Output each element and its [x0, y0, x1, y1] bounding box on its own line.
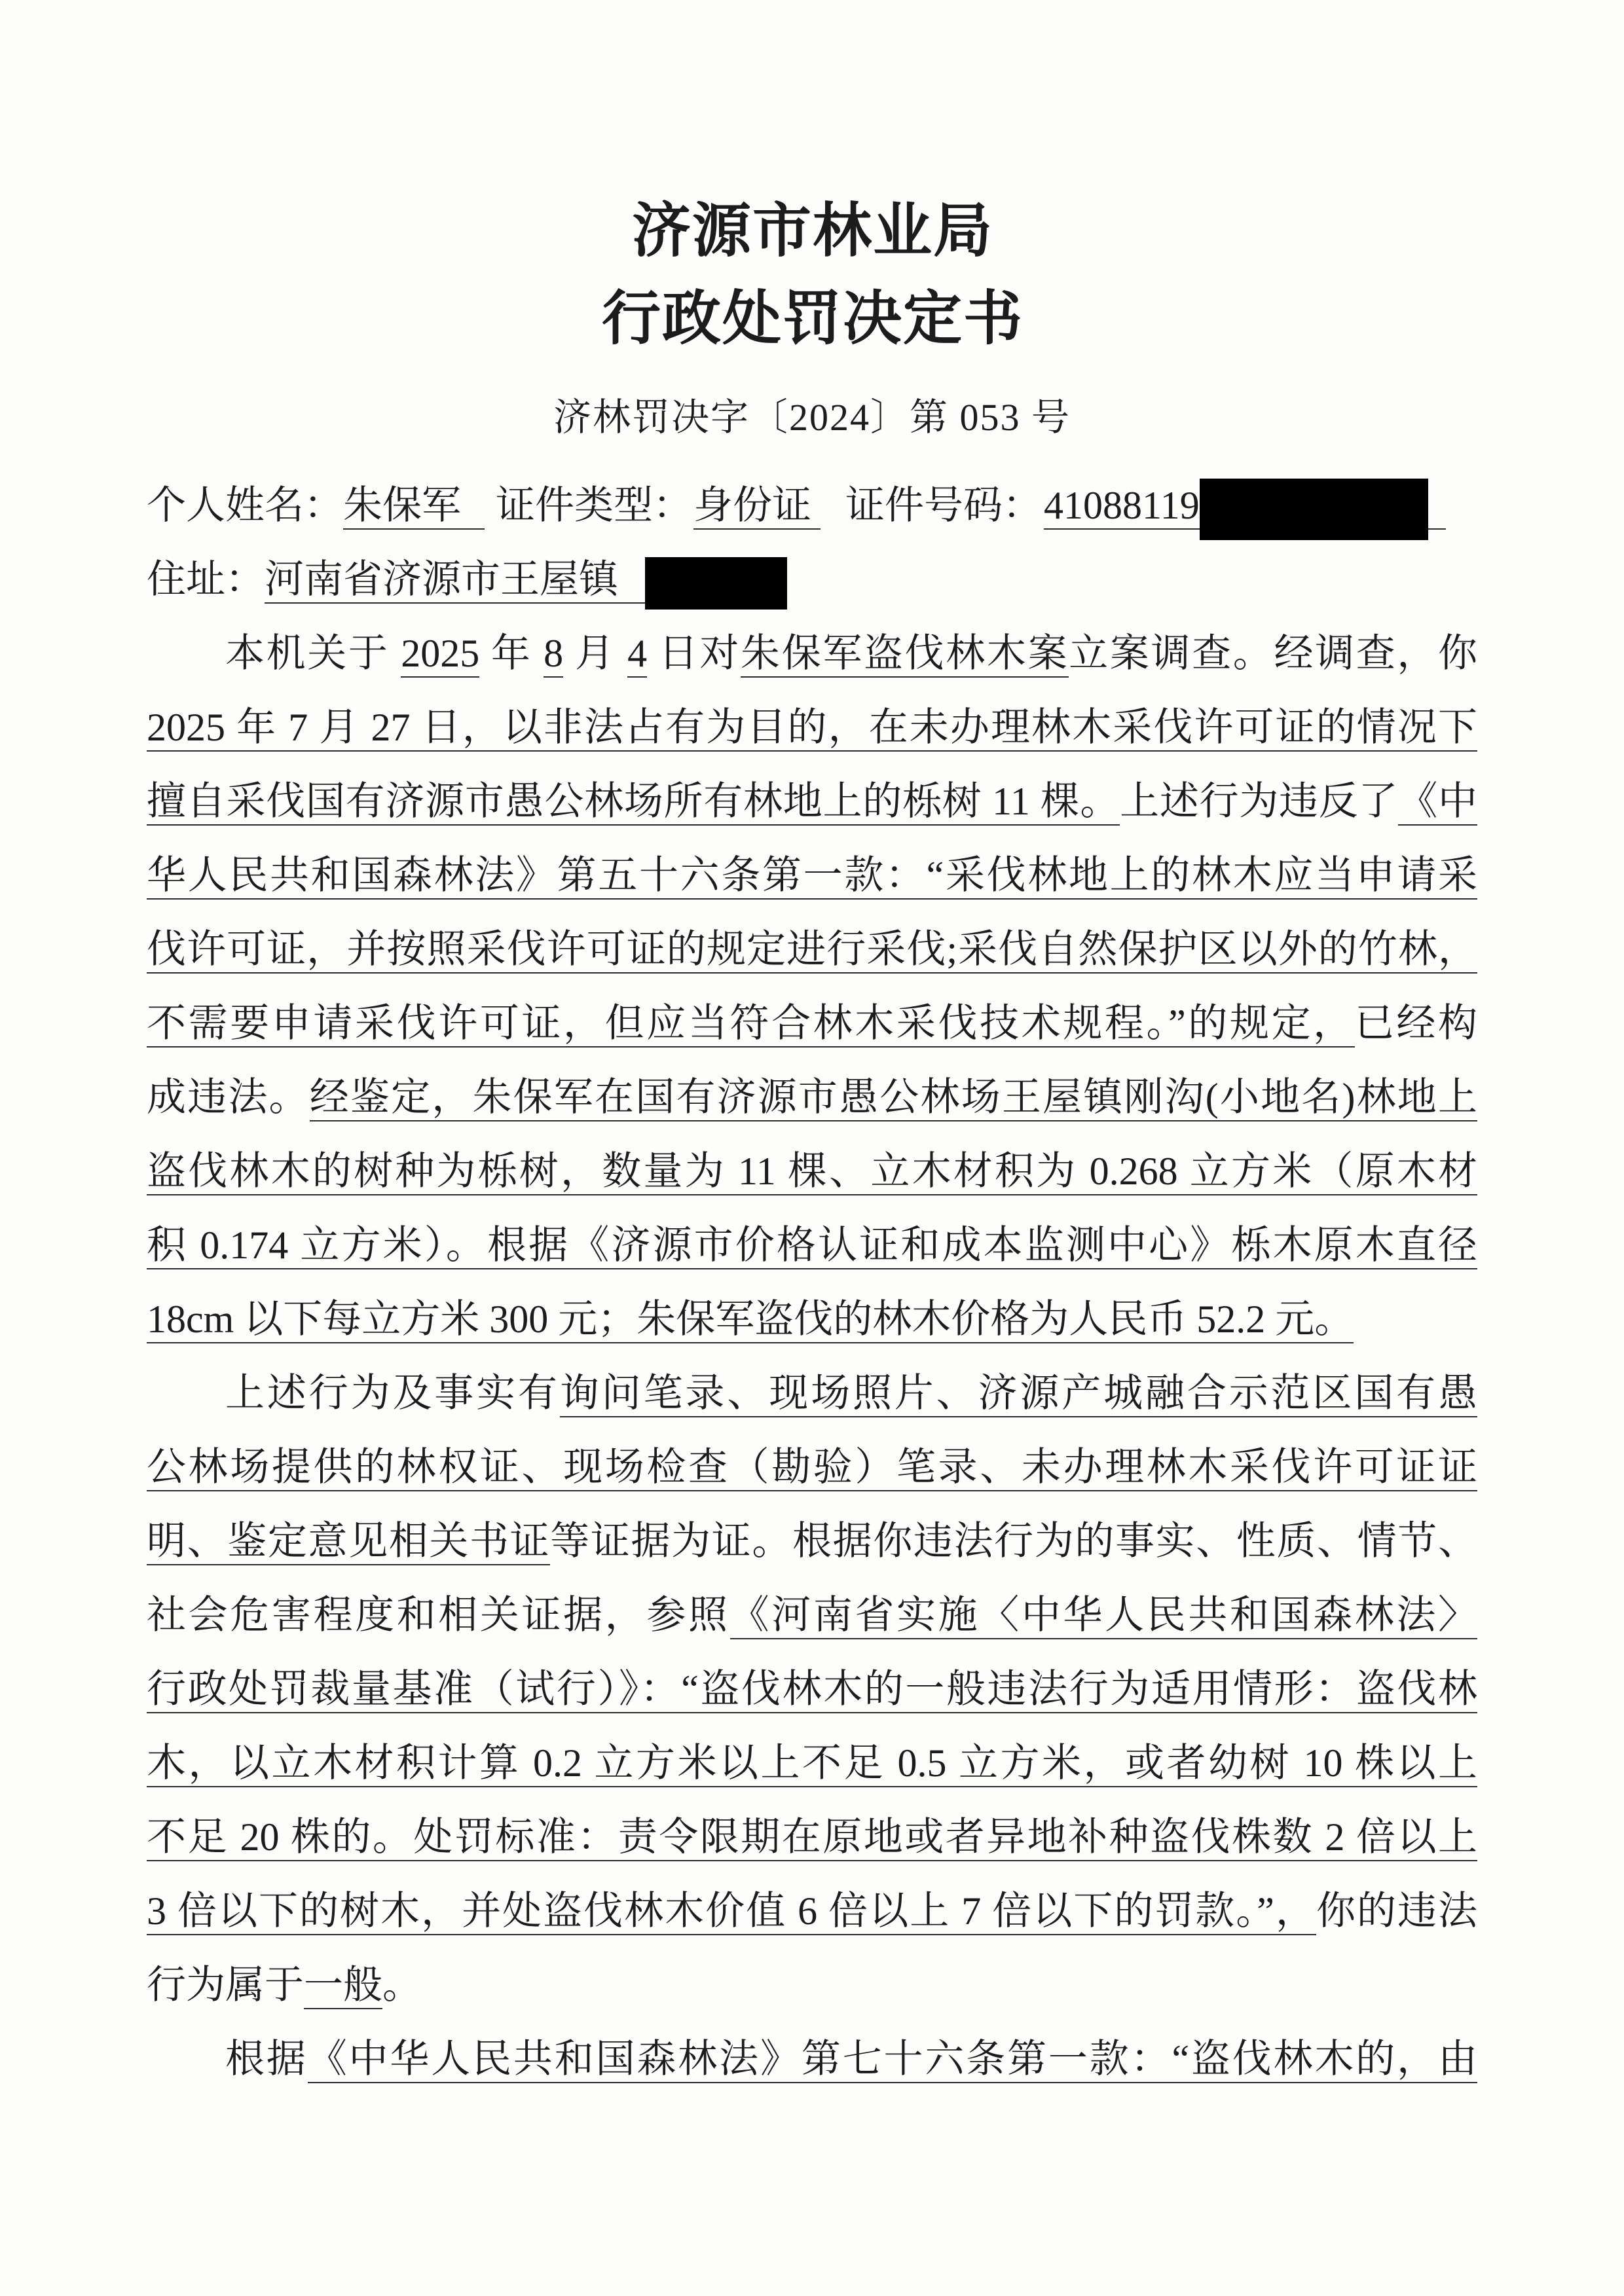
underlined-text: 伐许可证，并按照采伐许可证的规定进行采伐;采伐自然保护区以外的竹林，: [147, 928, 1477, 974]
name-label: 个人姓名：: [147, 484, 343, 527]
id-number-visible: 41088119: [1044, 484, 1200, 527]
address-label: 住址：: [147, 558, 265, 601]
underlined-text: 8: [544, 632, 563, 678]
text-segment: 日对: [647, 632, 741, 675]
underlined-text: 华人民共和国森林法》第五十六条第一款：“采伐林地上的林木应当申请采: [147, 854, 1477, 900]
text-segment: 社会危害程度和相关证据，参照: [147, 1594, 730, 1637]
text-line: [147, 1504, 1477, 1578]
id-type-value: 身份证: [693, 484, 821, 530]
text-line: [147, 617, 1477, 691]
address-value: 河南省济源市王屋镇: [265, 558, 645, 604]
underlined-text: 木，以立木材积计算 0.2 立方米以上不足 0.5 立方米，或者幼树 10 株以上: [147, 1741, 1477, 1787]
text-segment: 根据: [225, 2037, 308, 2081]
body-paragraphs: [147, 617, 1477, 2096]
underlined-text: 询问笔录、现场照片、济源产城融合示范区国有愚: [560, 1372, 1477, 1417]
underlined-text: 行政处罚裁量基准（试行）》：“盗伐林木的一般违法行为适用情形：盗伐林: [147, 1667, 1477, 1713]
text-line: [147, 839, 1477, 913]
text-segment: 月: [563, 632, 628, 675]
text-line: [147, 691, 1477, 765]
body-paragraph: [147, 2022, 1477, 2096]
text-segment: 本机关于: [225, 632, 401, 675]
text-line: [147, 1283, 1477, 1357]
id-number-label: 证件号码：: [845, 484, 1042, 527]
body-paragraph: [147, 1357, 1477, 2022]
underlined-text: 《中: [1398, 780, 1477, 826]
text-segment: 已经构: [1354, 1002, 1477, 1045]
underlined-text: 朱保军盗伐林木案: [741, 632, 1069, 678]
text-segment: 成违法。: [147, 1076, 310, 1119]
party-address-line: [147, 543, 1477, 617]
text-segment: 上述行为及事实有: [225, 1372, 560, 1415]
text-line: [147, 1874, 1477, 1948]
text-line: [147, 1209, 1477, 1283]
agency-name-heading: 济源市林业局: [632, 199, 993, 264]
underlined-text: 4: [627, 632, 647, 678]
text-line: [147, 1726, 1477, 1800]
text-segment: 年: [479, 632, 544, 675]
text-line: [147, 1578, 1477, 1652]
underlined-text: 经鉴定，朱保军在国有济源市愚公林场王屋镇刚沟(小地名)林地上: [310, 1076, 1477, 1121]
text-segment: 等证据为证。根据你违法行为的事实、性质、情节、: [550, 1520, 1477, 1563]
text-segment: 立案调查。经调查，你: [1069, 632, 1477, 675]
underlined-text: 积 0.174 立方米）。根据《济源市价格认证和成本监测中心》栎木原木直径: [147, 1224, 1477, 1269]
text-segment: 上述行为违反了: [1120, 780, 1399, 823]
underlined-text: 擅自采伐国有济源市愚公林场所有林地上的栎树 11 棵。: [147, 780, 1120, 826]
party-name: 朱保军: [343, 484, 485, 530]
underlined-text: 《中华人民共和国森林法》第七十六条第一款：“盗伐林木的，由: [308, 2037, 1477, 2083]
underlined-text: 2025 年 7 月 27 日，以非法占有为目的，在未办理林木采伐许可证的情况下: [147, 706, 1477, 752]
id-number-field: [1044, 484, 1446, 530]
id-type-label: 证件类型：: [496, 484, 692, 527]
text-segment: 。: [382, 1963, 422, 2007]
text-line: [147, 987, 1477, 1061]
underlined-text: 盗伐林木的树种为栎树，数量为 11 棵、立木材积为 0.268 立方米（原木材: [147, 1150, 1477, 1195]
text-line: [147, 1652, 1477, 1726]
underlined-text: 一般: [304, 1963, 382, 2009]
text-line: [147, 765, 1477, 839]
text-line: [147, 2022, 1477, 2096]
party-identity-line: [147, 469, 1477, 543]
redaction-box-id-number: [1200, 479, 1428, 540]
text-line: [147, 1800, 1477, 1874]
document-number: 济林罚决字〔2024〕第 053 号: [553, 396, 1071, 439]
redaction-box-address: [645, 557, 787, 610]
document-title-heading: 行政处罚决定书: [602, 287, 1024, 352]
text-line: [147, 1357, 1477, 1430]
text-line: [147, 1948, 1477, 2022]
underlined-text: 3 倍以下的树木，并处盗伐林木价值 6 倍以上 7 倍以下的罚款。”，: [147, 1889, 1316, 1935]
text-segment: 你的违法: [1316, 1889, 1477, 1933]
underlined-text: 《河南省实施〈中华人民共和国森林法〉: [730, 1594, 1477, 1639]
document-body: [147, 469, 1477, 2096]
underlined-text: 公林场提供的林权证、现场检查（勘验）笔录、未办理林木采伐许可证证: [147, 1446, 1477, 1491]
underlined-text: 2025: [401, 632, 479, 678]
text-line: [147, 913, 1477, 987]
underlined-text: 明、鉴定意见相关书证: [147, 1520, 550, 1565]
body-paragraph: [147, 617, 1477, 1357]
underlined-text: 不足 20 株的。处罚标准：责令限期在原地或者异地补种盗伐株数 2 倍以上: [147, 1815, 1477, 1861]
text-line: [147, 1061, 1477, 1135]
underlined-text: 18cm 以下每立方米 300 元；朱保军盗伐的林木价格为人民币 52.2 元。: [147, 1298, 1354, 1343]
underlined-text: 不需要申请采伐许可证，但应当符合林木采伐技术规程。”的规定，: [147, 1002, 1355, 1048]
text-line: [147, 1430, 1477, 1504]
text-line: [147, 1135, 1477, 1209]
text-segment: 行为属于: [147, 1963, 304, 2007]
